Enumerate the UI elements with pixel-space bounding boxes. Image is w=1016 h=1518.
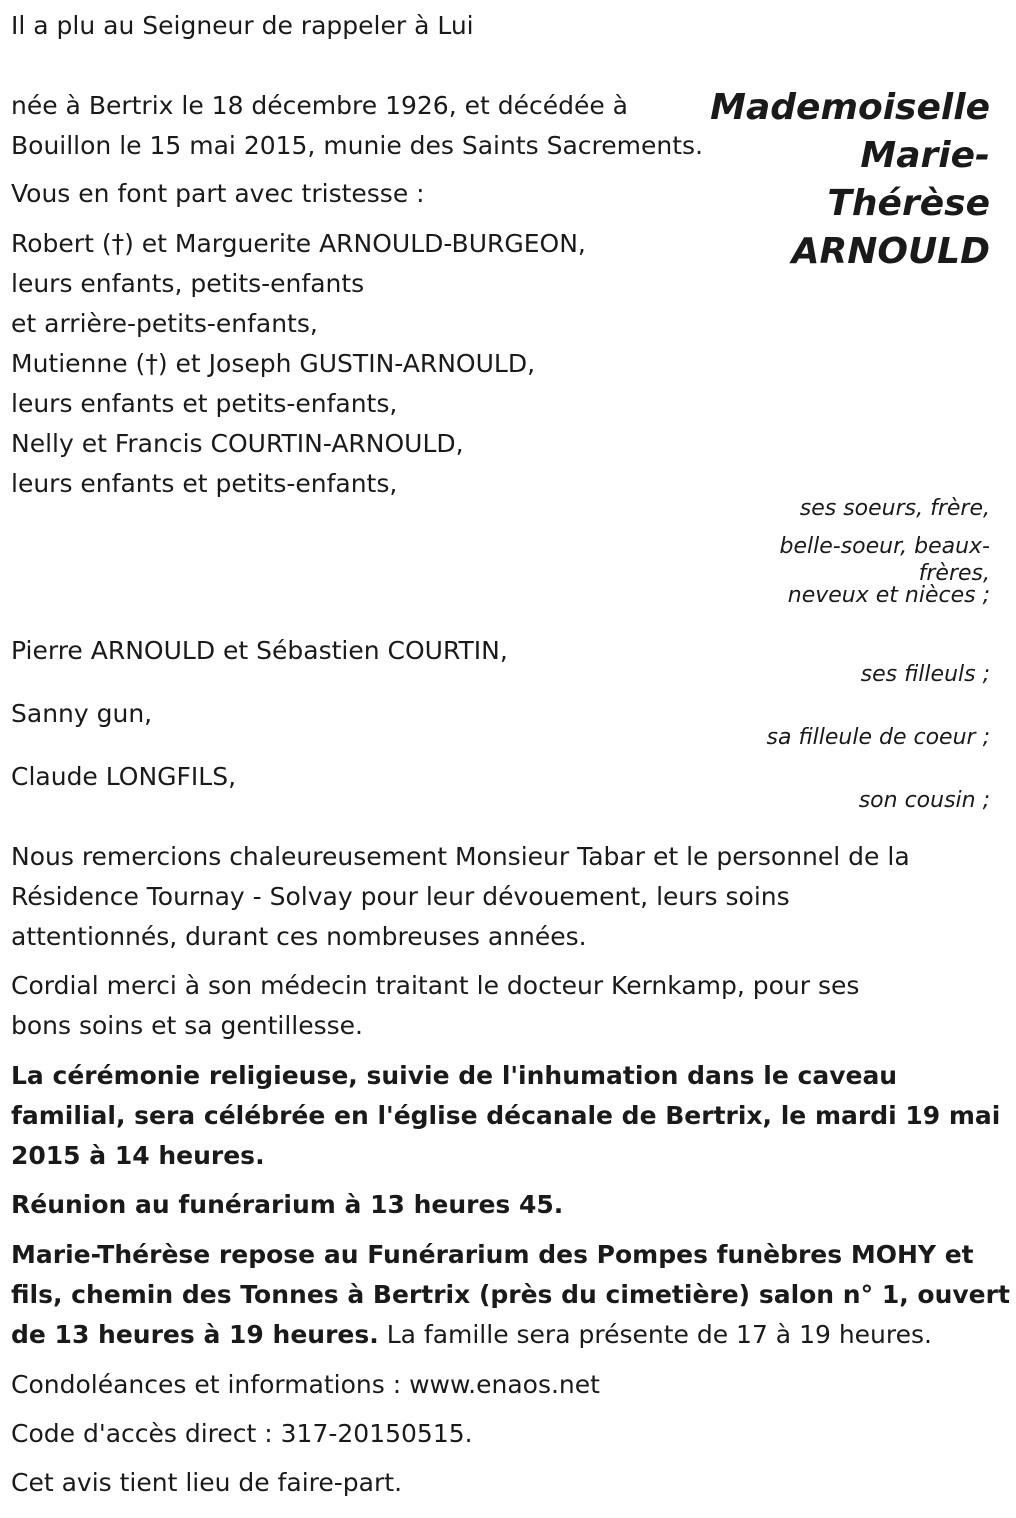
- relation-line: neveux et nièces ;: [787, 583, 990, 608]
- relation-line: belle-soeur, beaux-: [779, 534, 990, 559]
- repose-hours: de 13 heures à 19 heures.: [11, 1320, 379, 1349]
- thanks-line: attentionnés, durant ces nombreuses années.: [11, 922, 587, 951]
- cousin-name: Claude LONGFILS,: [11, 762, 237, 791]
- repose-family-presence: La famille sera présente de 17 à 19 heures.: [378, 1320, 932, 1349]
- family-line: Nelly et Francis COURTIN-ARNOULD,: [11, 429, 464, 458]
- birth-line-1: née à Bertrix le 18 décembre 1926, et décédée à: [11, 91, 629, 120]
- repose-line: [11, 1315, 1010, 1355]
- name-first-1: Marie-: [860, 135, 990, 176]
- thanks-line: Cordial merci à son médecin traitant le docteur Kernkamp, pour ses: [11, 971, 860, 1000]
- relation-line: ses soeurs, frère,: [799, 496, 990, 521]
- ceremony-line: 2015 à 14 heures.: [11, 1141, 265, 1170]
- thanks-doctor: [11, 966, 859, 1046]
- thanks-line: bons soins et sa gentillesse.: [11, 1011, 363, 1040]
- repose-info: [11, 1235, 1010, 1355]
- repose-line: Marie-Thérèse repose au Funérarium des Pompes funèbres MOHY et: [11, 1240, 974, 1269]
- family-line: Mutienne (†) et Joseph GUSTIN-ARNOULD,: [11, 349, 536, 378]
- family-relation: [780, 494, 991, 607]
- name-first-2: Thérèse: [827, 183, 990, 224]
- godchildren-relation: ses filleuls ;: [860, 662, 990, 687]
- thanks-line: Nous remercions chaleureusement Monsieur Tabar et le personnel de la: [11, 842, 910, 871]
- access-code-line: Code d'accès direct : 317-20150515.: [11, 1419, 473, 1448]
- birth-line-2: Bouillon le 15 mai 2015, munie des Saints Sacrements.: [11, 131, 704, 160]
- name-surname: ARNOULD: [791, 231, 990, 272]
- family-line: leurs enfants, petits-enfants: [11, 269, 365, 298]
- thanks-line: Résidence Tournay - Solvay pour leur dévouement, leurs soins: [11, 882, 790, 911]
- family-list: [11, 224, 586, 504]
- family-line: et arrière-petits-enfants,: [11, 309, 318, 338]
- cousin-relation: son cousin ;: [858, 788, 990, 813]
- name-title: Mademoiselle: [710, 87, 990, 128]
- announce-line: Vous en font part avec tristesse :: [11, 179, 425, 208]
- ceremony-line: familial, sera célébrée en l'église décanale de Bertrix, le mardi 19 mai: [11, 1101, 1001, 1130]
- meeting-info: Réunion au funérarium à 13 heures 45.: [11, 1190, 564, 1219]
- repose-line: fils, chemin des Tonnes à Bertrix (près du cimetière) salon n° 1, ouvert: [11, 1280, 1010, 1309]
- birth-death-info: [11, 86, 703, 166]
- opening-line: Il a plu au Seigneur de rappeler à Lui: [11, 11, 474, 40]
- condolences-line: Condoléances et informations : www.enaos.net: [11, 1370, 600, 1399]
- family-line: Robert (†) et Marguerite ARNOULD-BURGEON,: [11, 229, 586, 258]
- godchildren-names: Pierre ARNOULD et Sébastien COURTIN,: [11, 636, 508, 665]
- ceremony-info: [11, 1056, 1000, 1176]
- ceremony-line: La cérémonie religieuse, suivie de l'inhumation dans le caveau: [11, 1061, 898, 1090]
- goddaughter-name: Sanny gun,: [11, 699, 153, 728]
- relation-line: frères,: [918, 561, 990, 586]
- closing-line: Cet avis tient lieu de faire-part.: [11, 1468, 403, 1497]
- goddaughter-relation: sa filleule de coeur ;: [766, 725, 990, 750]
- thanks-residence: [11, 837, 910, 957]
- family-line: leurs enfants et petits-enfants,: [11, 469, 398, 498]
- family-line: leurs enfants et petits-enfants,: [11, 389, 398, 418]
- deceased-name: [690, 84, 990, 276]
